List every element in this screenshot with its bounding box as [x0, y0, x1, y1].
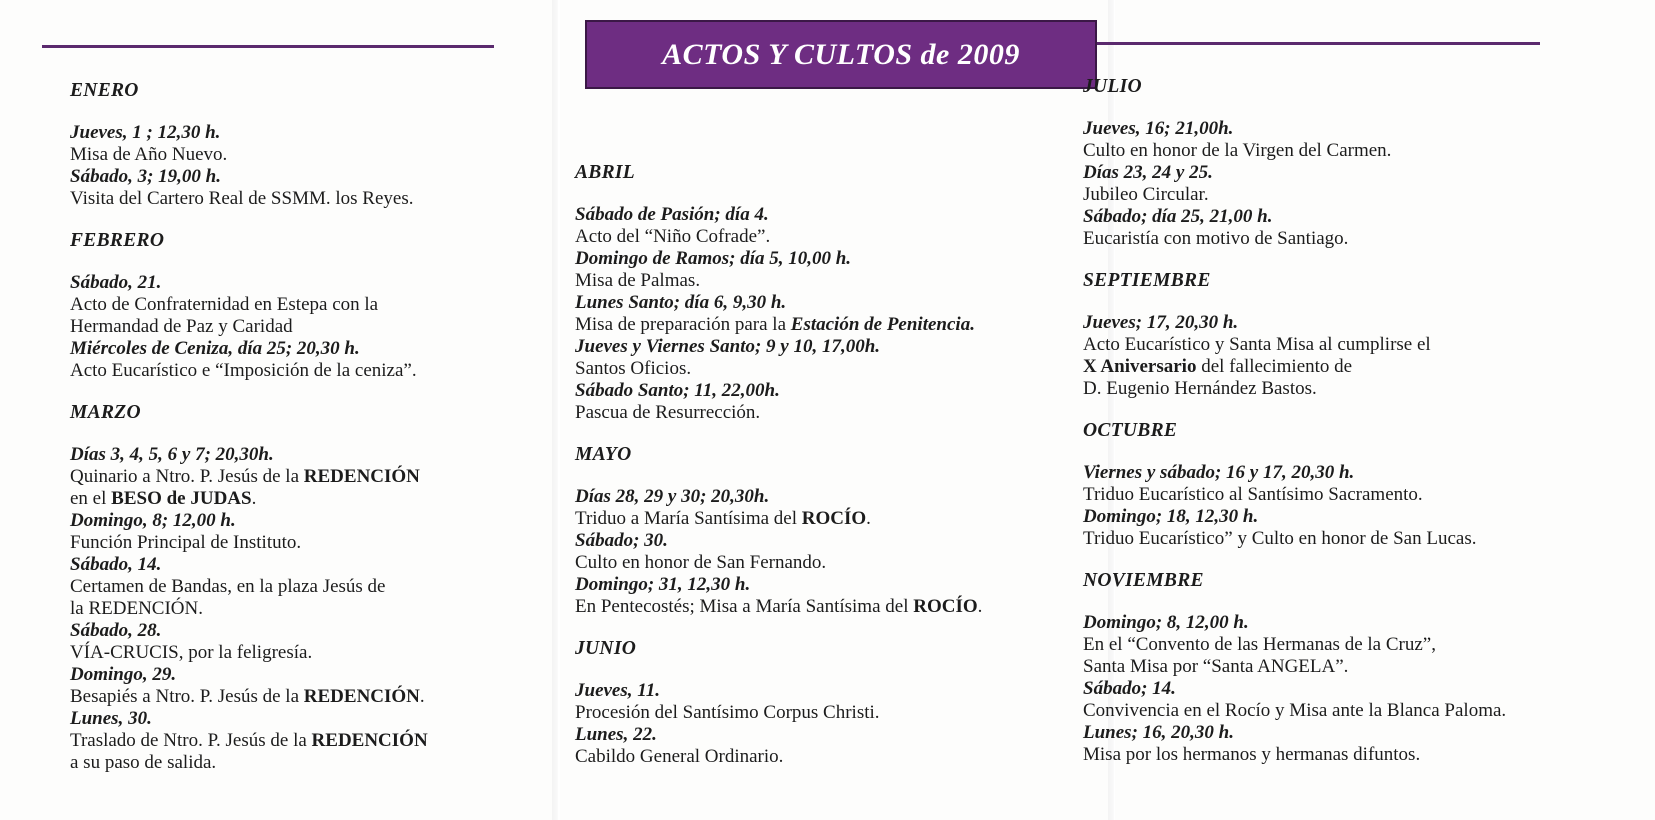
- event-description: [575, 596, 982, 618]
- description-text: Quinario a Ntro. P. Jesús de la: [70, 466, 304, 487]
- event-date: Días 3, 4, 5, 6 y 7; 20,30h.: [70, 444, 274, 465]
- event-date: Domingo; 31, 12,30 h.: [575, 574, 751, 595]
- event-description: [70, 642, 428, 664]
- month-heading: JUNIO: [575, 638, 637, 659]
- month-section: [575, 162, 982, 424]
- event-description: [70, 576, 428, 598]
- description-text: Misa de Año Nuevo.: [70, 144, 228, 165]
- event-entry: [575, 204, 982, 248]
- description-text: del fallecimiento de: [1196, 356, 1353, 377]
- event-date: Días 23, 24 y 25.: [1083, 162, 1213, 183]
- event-description: [575, 746, 982, 768]
- event-date: Domingo de Ramos; día 5, 10,00 h.: [575, 248, 852, 269]
- event-description: [575, 314, 982, 336]
- event-date: Domingo, 8; 12,00 h.: [70, 510, 236, 531]
- month-heading: MAYO: [575, 444, 632, 465]
- event-date: Jueves, 16; 21,00h.: [1083, 118, 1234, 139]
- month-heading: FEBRERO: [70, 230, 165, 251]
- event-date: Sábado de Pasión; día 4.: [575, 204, 769, 225]
- event-entry: [1083, 678, 1506, 722]
- emphasis-text: REDENCIÓN: [303, 466, 420, 487]
- description-text: Acto de Confraternidad en Estepa con la: [70, 294, 379, 315]
- month-heading: MARZO: [70, 402, 141, 423]
- event-description: [575, 508, 982, 530]
- event-date: Sábado; día 25, 21,00 h.: [1083, 206, 1273, 227]
- description-text: .: [977, 596, 983, 617]
- event-date: Sábado; 14.: [1083, 678, 1176, 699]
- description-text: Misa de preparación para la: [575, 314, 791, 335]
- event-entry: [575, 530, 982, 574]
- description-text: D. Eugenio Hernández Bastos.: [1083, 378, 1317, 399]
- page-title: ACTOS Y CULTOS de 2009: [585, 20, 1097, 89]
- event-date: Lunes Santo; día 6, 9,30 h.: [575, 292, 787, 313]
- event-description: [70, 532, 428, 554]
- emphasis-text: REDENCIÓN: [311, 730, 428, 751]
- event-entry: [1083, 162, 1506, 206]
- description-text: Procesión del Santísimo Corpus Christi.: [575, 702, 880, 723]
- description-text: en el: [70, 488, 112, 509]
- event-entry: [1083, 722, 1506, 766]
- event-description: [70, 598, 428, 620]
- event-description: [70, 730, 428, 752]
- description-text: .: [866, 508, 871, 529]
- event-entry: [70, 272, 428, 338]
- description-text: Acto Eucarístico e “Imposición de la ceniza”.: [70, 360, 417, 381]
- event-description: [1083, 378, 1506, 400]
- event-date: Domingo; 18, 12,30 h.: [1083, 506, 1259, 527]
- emphasis-text: BESO de JUDAS: [111, 488, 252, 509]
- description-text: Cabildo General Ordinario.: [575, 746, 784, 767]
- event-description: [1083, 228, 1506, 250]
- month-section: [70, 402, 428, 774]
- description-text: Jubileo Circular.: [1083, 184, 1209, 205]
- month-section: [70, 230, 428, 382]
- event-date: Sábado, 21.: [70, 272, 162, 293]
- event-description: [1083, 356, 1506, 378]
- event-entry: [1083, 312, 1506, 400]
- event-entry: [1083, 462, 1506, 506]
- event-date: Lunes; 16, 20,30 h.: [1083, 722, 1234, 743]
- event-date: Domingo, 29.: [70, 664, 177, 685]
- event-entry: [70, 664, 428, 708]
- month-section: [1083, 420, 1506, 550]
- event-entry: [1083, 612, 1506, 678]
- month-heading: ABRIL: [575, 162, 636, 183]
- event-description: [575, 702, 982, 724]
- event-description: [1083, 140, 1506, 162]
- event-entry: [575, 574, 982, 618]
- event-date: Jueves y Viernes Santo; 9 y 10, 17,00h.: [575, 336, 881, 357]
- description-text: Triduo Eucarístico al Santísimo Sacramento.: [1083, 484, 1423, 505]
- top-rule-right: [1090, 42, 1540, 45]
- month-section: [1083, 76, 1506, 250]
- event-description: [70, 188, 428, 210]
- event-description: [70, 466, 428, 488]
- description-text: Visita del Cartero Real de SSMM. los Reyes.: [70, 188, 414, 209]
- month-heading: ENERO: [70, 80, 139, 101]
- description-text: Acto Eucarístico y Santa Misa al cumplirse el: [1083, 334, 1431, 355]
- event-description: [1083, 700, 1506, 722]
- event-entry: [70, 338, 428, 382]
- event-entry: [575, 724, 982, 768]
- event-date: Sábado; 30.: [575, 530, 668, 551]
- month-heading: SEPTIEMBRE: [1083, 270, 1211, 291]
- description-text: Pascua de Resurrección.: [575, 402, 761, 423]
- event-entry: [575, 336, 982, 380]
- event-entry: [70, 708, 428, 774]
- event-entry: [575, 680, 982, 724]
- description-text: En el “Convento de las Hermanas de la Cruz”,: [1083, 634, 1436, 655]
- month-heading: OCTUBRE: [1083, 420, 1178, 441]
- event-date: Domingo; 8, 12,00 h.: [1083, 612, 1249, 633]
- event-description: [1083, 484, 1506, 506]
- month-section: [70, 80, 428, 210]
- event-description: [70, 144, 428, 166]
- month-section: [575, 638, 982, 768]
- event-entry: [70, 122, 428, 166]
- description-text: En Pentecostés; Misa a María Santísima del: [575, 596, 914, 617]
- month-section: [1083, 570, 1506, 766]
- description-text: Acto del “Niño Cofrade”.: [575, 226, 771, 247]
- event-entry: [1083, 506, 1506, 550]
- event-description: [70, 752, 428, 774]
- event-date: Sábado, 28.: [70, 620, 162, 641]
- event-date: Sábado Santo; 11, 22,00h.: [575, 380, 780, 401]
- top-rule-left: [42, 45, 494, 48]
- event-description: [70, 360, 428, 382]
- right-column: [1083, 76, 1506, 766]
- month-section: [575, 444, 982, 618]
- description-text: .: [419, 686, 425, 707]
- emphasis-text: ROCÍO: [913, 596, 978, 617]
- event-date: Lunes, 22.: [575, 724, 657, 745]
- event-date: Jueves; 17, 20,30 h.: [1083, 312, 1239, 333]
- description-text: VÍA-CRUCIS, por la feligresía.: [70, 642, 313, 663]
- event-entry: [1083, 118, 1506, 162]
- emphasis-text: REDENCIÓN: [303, 686, 420, 707]
- event-entry: [70, 620, 428, 664]
- description-text: Función Principal de Instituto.: [70, 532, 302, 553]
- event-description: [1083, 744, 1506, 766]
- event-entry: [575, 248, 982, 292]
- event-entry: [70, 444, 428, 510]
- description-text: Misa de Palmas.: [575, 270, 701, 291]
- month-heading: NOVIEMBRE: [1083, 570, 1204, 591]
- month-section: [1083, 270, 1506, 400]
- event-description: [70, 316, 428, 338]
- emphasis-text: X Aniversario: [1083, 356, 1197, 377]
- event-entry: [70, 166, 428, 210]
- description-text: Traslado de Ntro. P. Jesús de la: [70, 730, 312, 751]
- event-description: [70, 294, 428, 316]
- description-text: Culto en honor de la Virgen del Carmen.: [1083, 140, 1392, 161]
- event-description: [1083, 634, 1506, 656]
- event-date: Miércoles de Ceniza, día 25; 20,30 h.: [70, 338, 360, 359]
- description-text: Hermandad de Paz y Caridad: [70, 316, 293, 337]
- event-entry: [70, 510, 428, 554]
- event-description: [70, 488, 428, 510]
- emphasis-text: ROCÍO: [801, 508, 867, 529]
- description-text: .: [251, 488, 257, 509]
- event-description: [575, 226, 982, 248]
- event-description: [575, 358, 982, 380]
- event-entry: [575, 292, 982, 336]
- description-text: Convivencia en el Rocío y Misa ante la Blanca Paloma.: [1083, 700, 1507, 721]
- event-description: [1083, 334, 1506, 356]
- event-date: Jueves, 1 ; 12,30 h.: [70, 122, 221, 143]
- event-entry: [575, 486, 982, 530]
- event-description: [1083, 656, 1506, 678]
- left-column: [70, 80, 428, 774]
- event-description: [1083, 528, 1506, 550]
- description-text: Misa por los hermanos y hermanas difuntos.: [1083, 744, 1421, 765]
- event-description: [575, 552, 982, 574]
- description-text: Triduo a María Santísima del: [575, 508, 802, 529]
- event-entry: [575, 380, 982, 424]
- description-text: Eucaristía con motivo de Santiago.: [1083, 228, 1349, 249]
- event-date: Días 28, 29 y 30; 20,30h.: [575, 486, 770, 507]
- description-text: Triduo Eucarístico” y Culto en honor de San Lucas.: [1083, 528, 1477, 549]
- description-text: a su paso de salida.: [70, 752, 217, 773]
- event-description: [70, 686, 428, 708]
- description-text: la REDENCIÓN.: [70, 598, 203, 619]
- description-text: Culto en honor de San Fernando.: [575, 552, 827, 573]
- event-description: [1083, 184, 1506, 206]
- event-date: Lunes, 30.: [70, 708, 152, 729]
- month-heading: JULIO: [1083, 76, 1142, 97]
- event-date: Jueves, 11.: [575, 680, 660, 701]
- description-text: Santa Misa por “Santa ANGELA”.: [1083, 656, 1349, 677]
- event-entry: [70, 554, 428, 620]
- event-description: [575, 270, 982, 292]
- event-date: Viernes y sábado; 16 y 17, 20,30 h.: [1083, 462, 1355, 483]
- fold-line: [552, 0, 558, 820]
- middle-column: [575, 162, 982, 768]
- event-date: Sábado, 14.: [70, 554, 162, 575]
- event-description: [575, 402, 982, 424]
- description-text: Certamen de Bandas, en la plaza Jesús de: [70, 576, 386, 597]
- emphasis-text: Estación de Penitencia.: [790, 314, 975, 335]
- description-text: Santos Oficios.: [575, 358, 692, 379]
- description-text: Besapiés a Ntro. P. Jesús de la: [70, 686, 304, 707]
- event-date: Sábado, 3; 19,00 h.: [70, 166, 221, 187]
- event-entry: [1083, 206, 1506, 250]
